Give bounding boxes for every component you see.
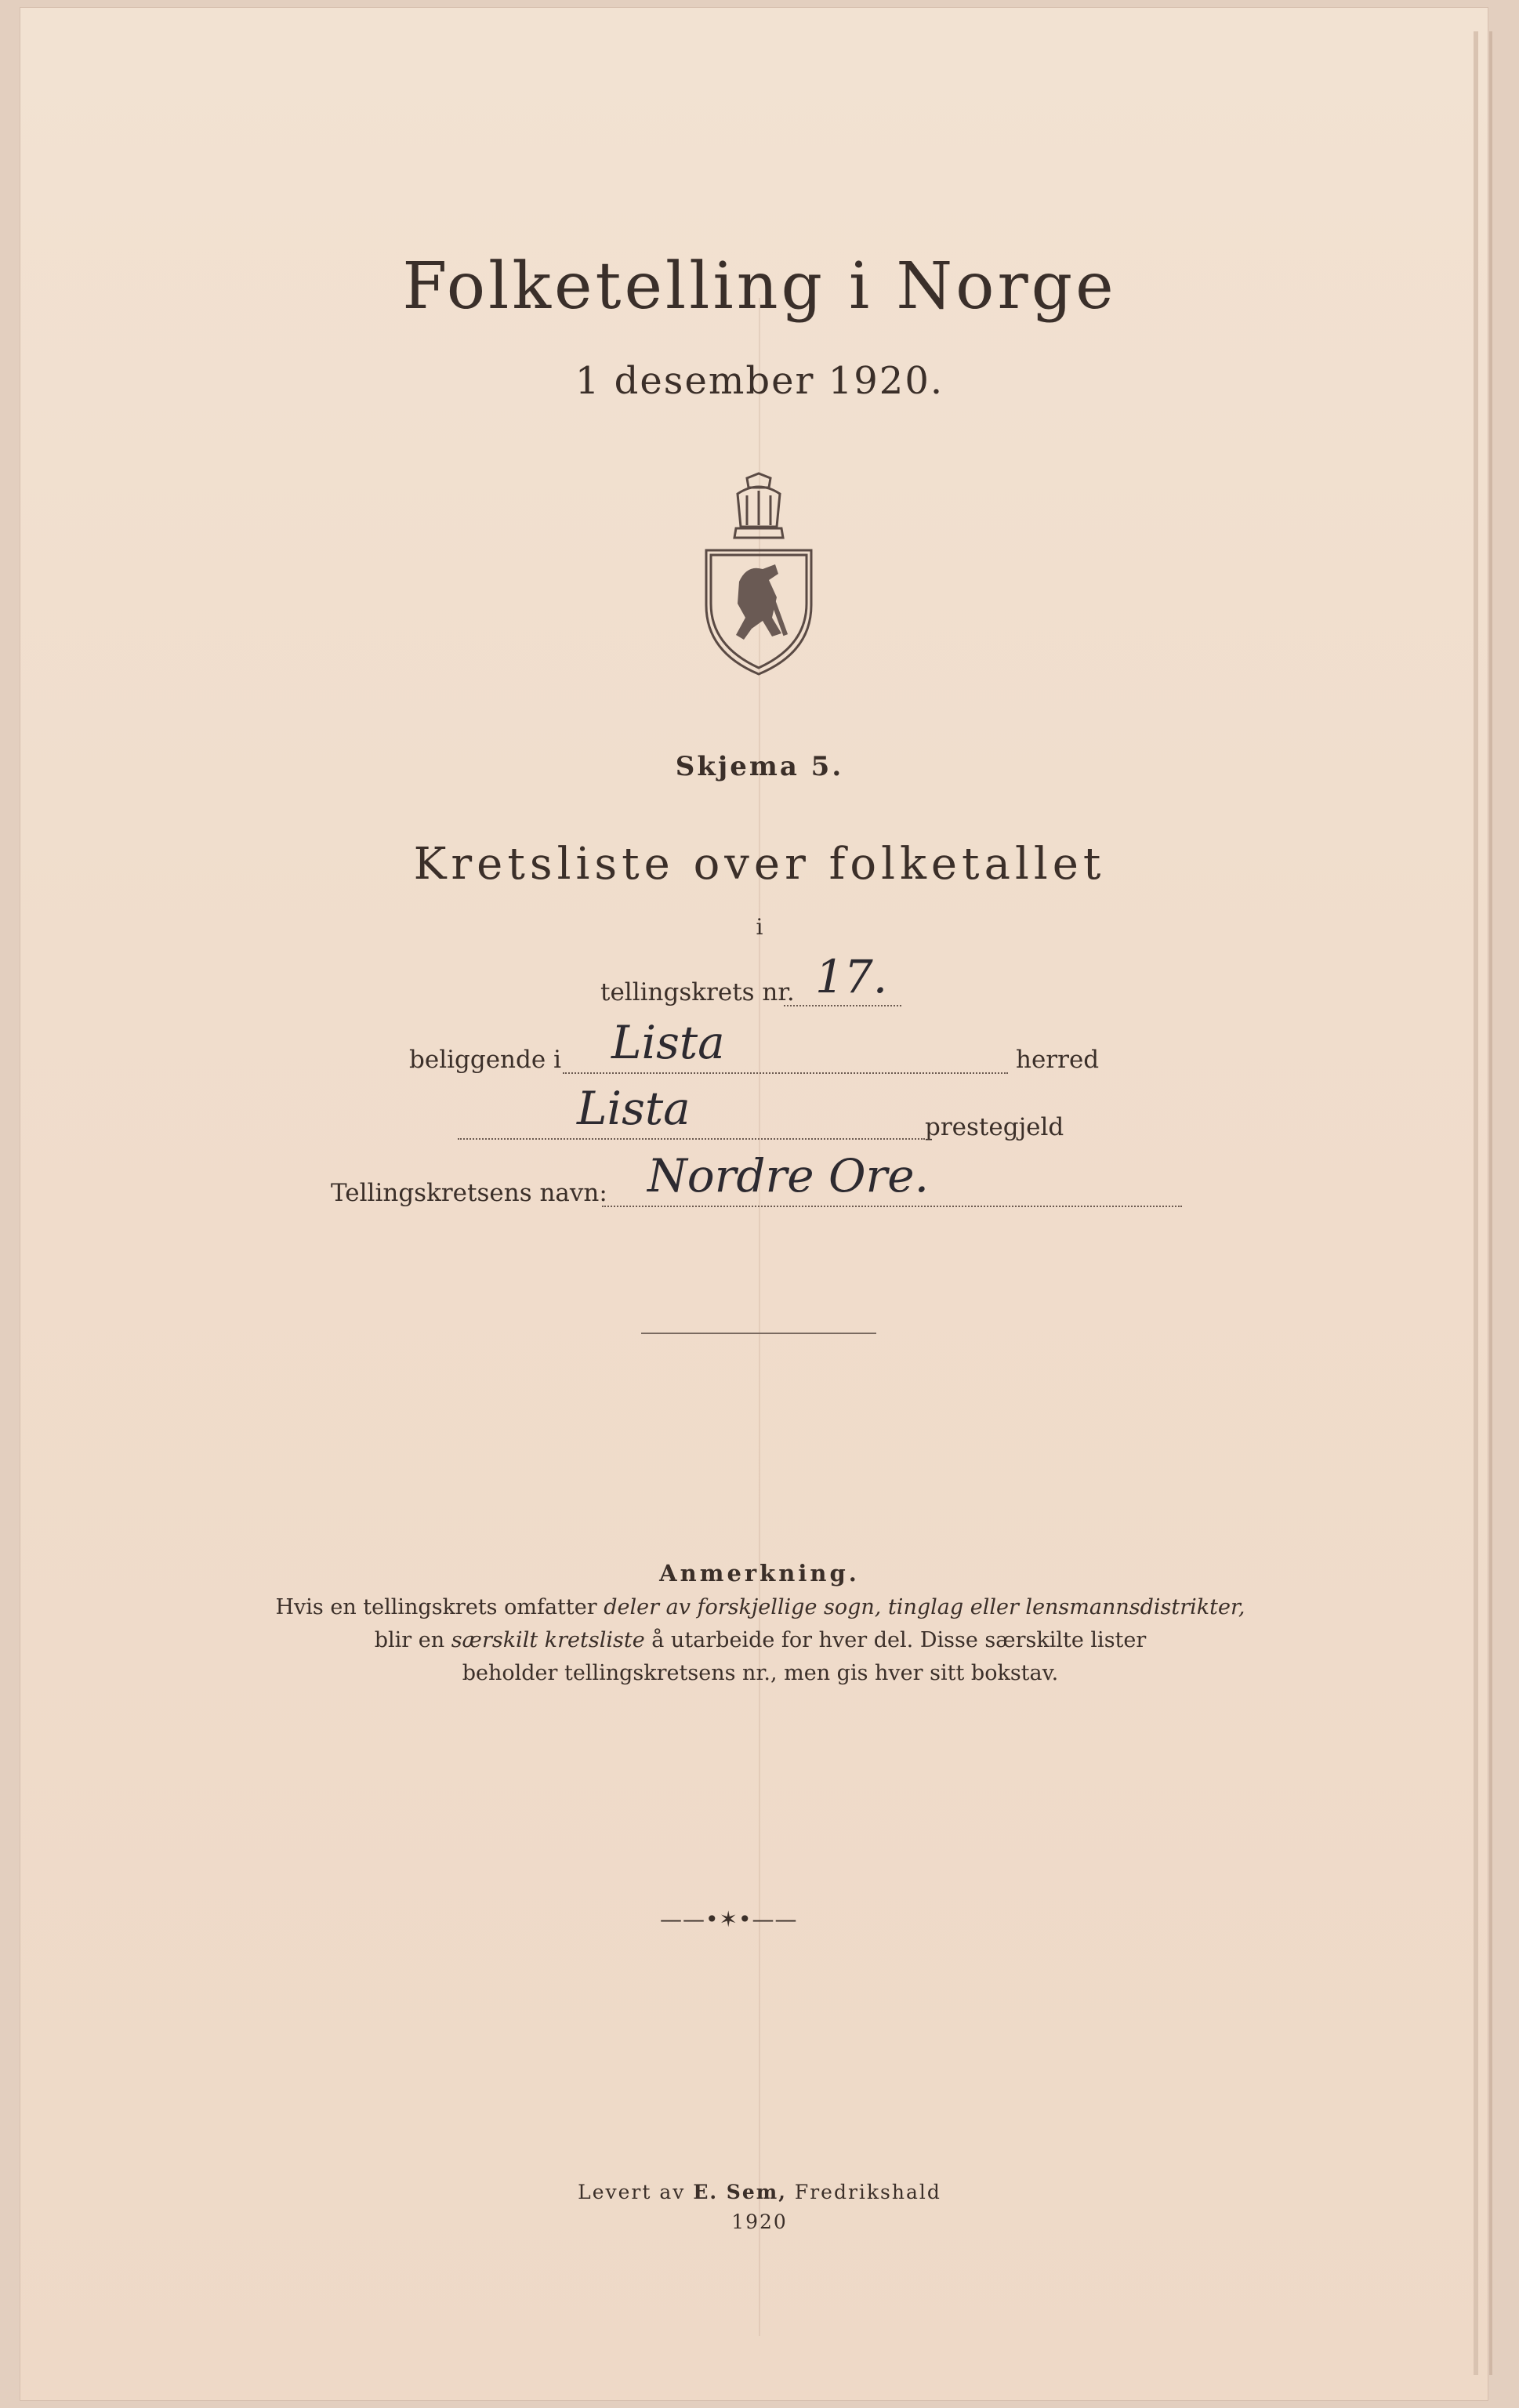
print-year: 1920 (731, 2210, 788, 2233)
page-title: Folketelling i Norge (402, 249, 1117, 324)
note-line (259, 1591, 1262, 1624)
prestegjeld-value: Lista (577, 1082, 691, 1135)
herred-label: herred (1016, 1046, 1100, 1074)
printer-name: E. Sem, (693, 2181, 787, 2203)
krets-field-line (784, 1005, 901, 1006)
credit-text: Levert av (578, 2181, 694, 2203)
schema-number: Skjema 5. (675, 751, 844, 782)
herred-value: Lista (611, 1016, 725, 1069)
beliggende-label: beliggende i (409, 1046, 561, 1074)
herred-field-line (563, 1072, 1008, 1074)
coat-of-arms-icon (700, 472, 818, 677)
navn-field-line (602, 1206, 1182, 1207)
connector-text: i (756, 914, 763, 940)
divider-rule (641, 1333, 876, 1334)
page-subtitle: 1 desember 1920. (575, 359, 944, 403)
prestegjeld-field-line (458, 1138, 925, 1140)
note-text-span: Hvis en tellingskrets omfatter (275, 1595, 604, 1619)
note-line: beholder tellingskretsens nr., men gis hver sitt bokstav. (462, 1661, 1059, 1685)
note-text-span: blir en (374, 1628, 451, 1652)
krets-value: 17. (815, 950, 888, 1003)
form-heading: Kretsliste over folketallet (413, 839, 1106, 890)
note-text (259, 1591, 1262, 1690)
note-emphasis: særskilt kretsliste (451, 1628, 645, 1652)
navn-label: Tellingskretsens navn: (331, 1179, 607, 1207)
note-text-span: å utarbeide for hver del. Disse særskilte lister (644, 1628, 1147, 1652)
krets-label: tellingskrets nr. (600, 978, 795, 1006)
note-emphasis: deler av forskjellige sogn, tinglag eller lensmannsdistrikter, (604, 1595, 1245, 1619)
navn-value: Nordre Ore. (647, 1149, 930, 1202)
printer-credit (0, 2181, 1519, 2203)
prestegjeld-label: prestegjeld (925, 1113, 1064, 1141)
credit-place: Fredrikshald (786, 2181, 941, 2203)
ornament-divider: ——•✶•—— (660, 1906, 798, 1932)
note-line (259, 1624, 1262, 1657)
note-heading: Anmerkning. (659, 1560, 860, 1587)
